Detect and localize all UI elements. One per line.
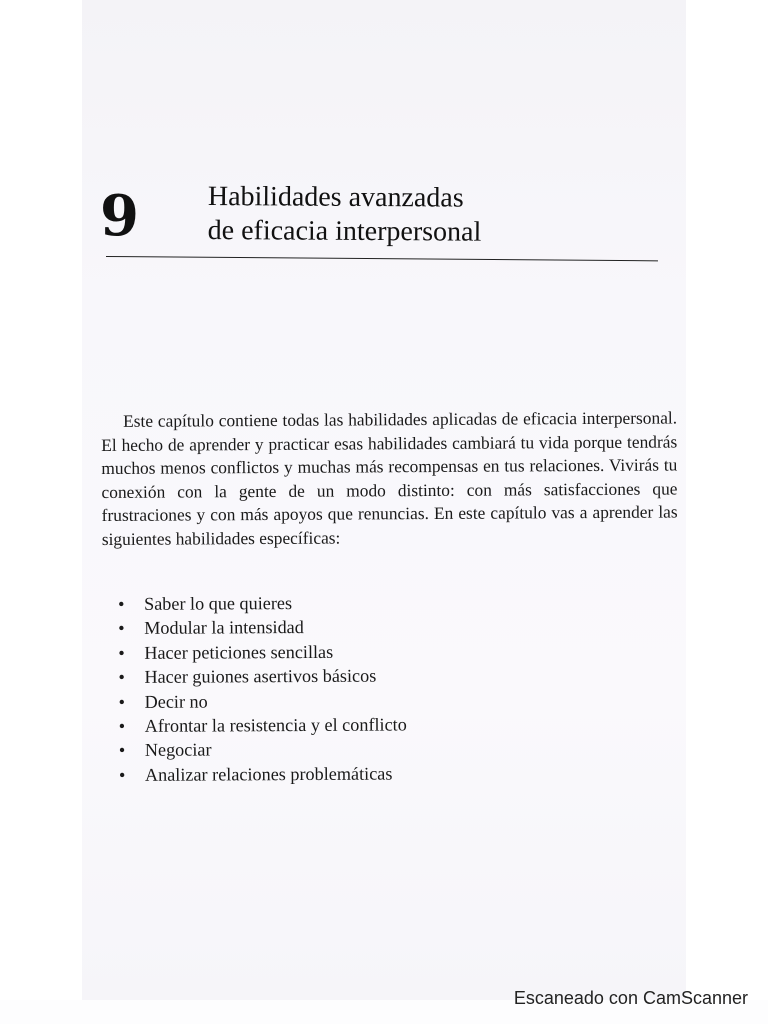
bullet-icon: • [118, 642, 125, 663]
list-item-text: Hacer peticiones sencillas [144, 641, 334, 663]
chapter-number: 9 [100, 183, 139, 249]
camscanner-watermark: Escaneado con CamScanner [513, 988, 748, 1008]
list-item [117, 737, 407, 763]
list-item-text: Analizar relaciones problemáticas [144, 763, 393, 785]
list-item-text: Afrontar la resistencia y el conflicto [144, 714, 407, 736]
bullet-icon: • [118, 593, 125, 614]
list-item [117, 713, 407, 739]
bullet-icon: • [118, 667, 125, 688]
list-item [116, 615, 406, 641]
chapter-title [208, 180, 648, 251]
list-item-text: Hacer guiones asertivos básicos [144, 665, 377, 688]
chapter-title-line-2: de eficacia interpersonal [207, 214, 482, 248]
list-item-text: Decir no [144, 691, 208, 712]
bullet-icon: • [118, 618, 125, 639]
list-item-text: Negociar [144, 739, 212, 761]
list-item-text: Modular la intensidad [144, 617, 304, 639]
bullet-icon: • [118, 764, 126, 785]
bullet-icon: • [118, 715, 126, 737]
list-item [117, 761, 407, 787]
bullet-icon: • [118, 691, 126, 712]
list-item-text: Saber lo que quieres [144, 593, 293, 614]
list-item [116, 590, 406, 616]
scan-right-margin [686, 0, 768, 1000]
list-item [116, 664, 406, 690]
list-item [117, 688, 407, 714]
scan-left-margin [0, 0, 82, 1000]
list-item [116, 639, 406, 665]
skills-list [116, 590, 407, 787]
intro-paragraph: Este capítulo contiene todas las habilidades aplicadas de eficacia interpersonal. El hecho de aprender y practicar esas habilidades cambiará tu vida porque tendrás muchos menos conflictos y muchas más recompensas en tus relaciones. Vivirás tu conexión con la gente de un modo distinto: con más satisfacciones que frustraciones y con más apoyos que renuncias. En este capítulo vas a aprender las siguientes habilidades específicas: [101, 407, 678, 549]
chapter-title-line-1: Habilidades avanzadas [207, 180, 464, 214]
bullet-icon: • [118, 740, 126, 761]
